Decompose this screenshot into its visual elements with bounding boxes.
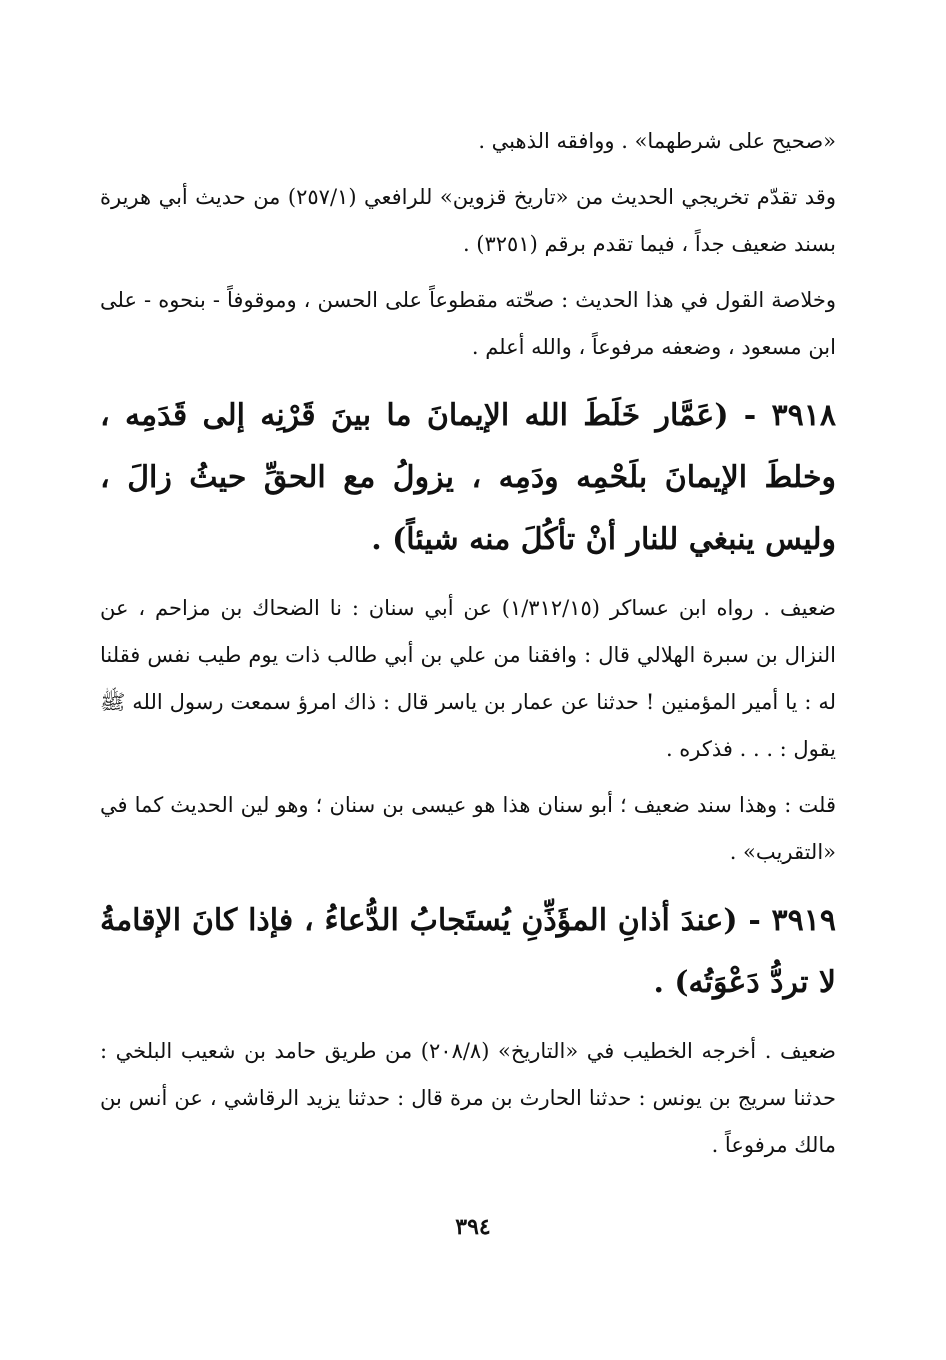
paragraph-sanad-weakness: قلت : وهذا سند ضعيف ؛ أبو سنان هذا هو عيسى بن سنان ؛ وهو لين الحديث كما في «التقريب» .: [100, 793, 836, 864]
paragraph-previous-takhrij: وقد تقدّم تخريجي الحديث من «تاريخ قزوين» للرافعي (٢٥٧/١) من حديث أبي هريرة بسند ضعيف جداً ، فيما تقدم برقم (٣٢٥١) .: [100, 185, 836, 256]
page-body: [100, 118, 836, 1169]
paragraph-khatib-takhrij: ضعيف . أخرجه الخطيب في «التاريخ» (٢٠٨/٨) من طريق حامد بن شعيب البلخي : حدثنا سريج بن يونس : حدثنا الحارث بن مرة قال : حدثنا يزيد الرقاشي ، عن أنس بن مالك مرفوعاً .: [100, 1039, 836, 1157]
paragraph-dhahabi-note: «صحيح على شرطهما» . ووافقه الذهبي .: [478, 129, 836, 153]
page-number: ٣٩٤: [455, 1214, 491, 1240]
hadith-3919: ٣٩١٩ - (عندَ أذانِ المؤَذِّنِ يُستَجابُ الدُّعاءُ ، فإذا كانَ الإقامةُ لا تردُّ دَعْوَتُه) .: [100, 903, 836, 1000]
hadith-3918: ٣٩١٨ - (عَمَّار خَلَطَ الله الإيمانَ ما بينَ قَرْنِه إلى قَدَمِه ، وخلطَ الإيمانَ بلَحْمِه ودَمِه ، يزولُ مع الحقِّ حيثُ زالَ ، وليس ينبغي للنار أنْ تأكُلَ منه شيئاً) .: [100, 398, 836, 557]
paragraph-ibn-asakir-takhrij: ضعيف . رواه ابن عساكر (١/٣١٢/١٥) عن أبي سنان : نا الضحاك بن مزاحم ، عن النزال بن سبرة الهلالي قال : وافقنا من علي بن أبي طالب ذات يوم طيب نفس فقلنا له : يا أمير المؤمنين ! حدثنا عن عمار بن ياسر قال : ذاك امرؤ سمعت رسول الله ﷺ يقول : . . . فذكره .: [100, 596, 836, 761]
paragraph-conclusion: وخلاصة القول في هذا الحديث : صحّته مقطوعاً على الحسن ، وموقوفاً - بنحوه - على ابن مسعود ، وضعفه مرفوعاً ، والله أعلم .: [100, 288, 836, 359]
